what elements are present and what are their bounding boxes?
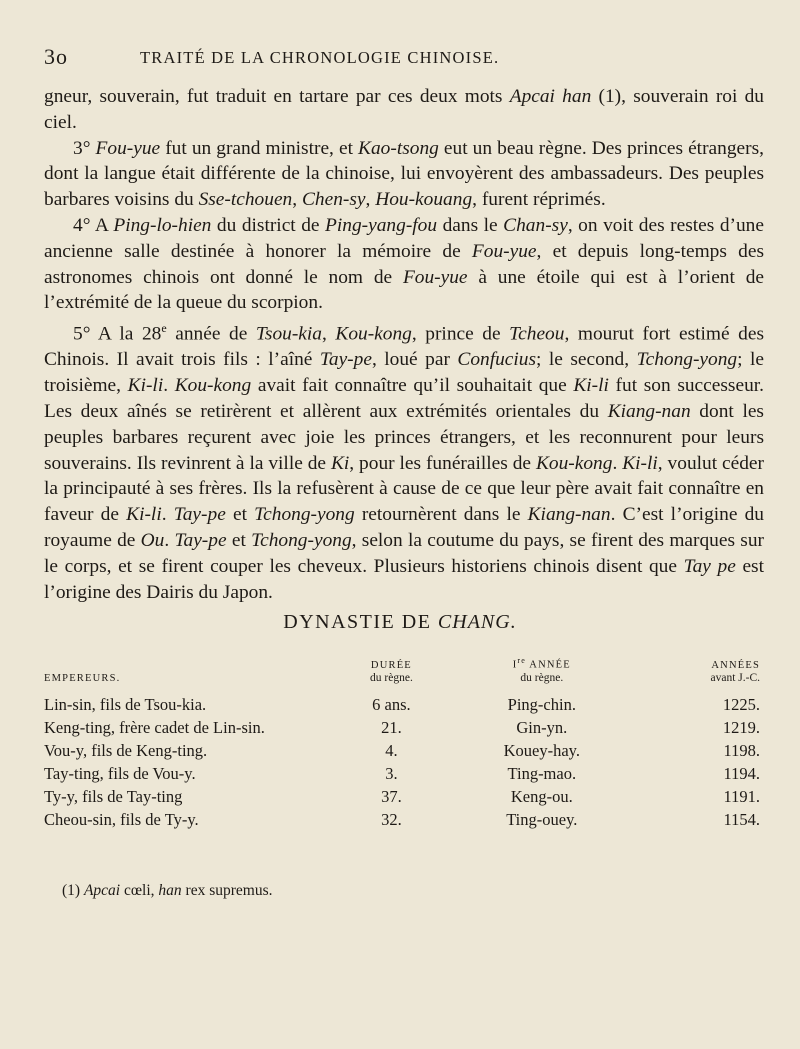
italic-term: Ki-li — [126, 504, 162, 526]
header-first-year: Ire ANNÉE du règne. — [512, 656, 571, 684]
table-row — [44, 693, 770, 716]
text-run: et — [225, 504, 255, 526]
table-row — [44, 808, 770, 831]
page-header — [44, 44, 764, 74]
italic-term: Tcheou — [509, 323, 565, 345]
first-year-cell: Kouey-hay. — [503, 740, 580, 760]
page-number: 3o — [44, 44, 68, 69]
years-bc-cell: 1154. — [723, 809, 760, 829]
italic-term: Hou-kouang — [375, 189, 473, 211]
text-run: du district de — [211, 214, 326, 236]
italic-term: Tchong-yong — [254, 504, 355, 526]
text-run: 3° — [73, 137, 96, 159]
text-run: . C’est l’origine du royaume de — [44, 504, 765, 552]
footnote-term-han: han — [158, 882, 182, 899]
italic-term: Tay-pe — [319, 349, 372, 371]
italic-term: Tsou-kia — [255, 323, 322, 345]
italic-term: Ping-yang-fou — [325, 214, 438, 236]
text-run: gneur, souverain, fut traduit en tartare par ces deux mots — [44, 86, 510, 107]
footnote-term-apcai: Apcai — [83, 882, 121, 899]
dynasty-label: DYNASTIE DE — [283, 611, 432, 633]
duration-cell: 21. — [381, 717, 402, 737]
dynasty-heading — [0, 611, 800, 634]
reign-table — [44, 654, 770, 831]
text-run: , on voit des restes d’une ancienne salle destinée à honorer la mémoire de — [44, 214, 764, 262]
footnote: (1) Apcai cœli, han rex supremus. — [62, 882, 273, 899]
paragraph — [44, 136, 764, 213]
italic-term: Sse-tchouen — [198, 189, 293, 211]
text-run: , voulut céder la principauté à ses frères. Ils la refusèrent à cause de ce que leur père avait fait connaître en faveur de — [44, 452, 764, 526]
text-run: ; le second, — [536, 349, 637, 371]
text-run: fut son successeur. Les deux aînés se retirèrent et allèrent aux extrémités orientales du — [44, 375, 765, 423]
italic-term: Apcai han — [509, 86, 592, 107]
italic-term: Kou-kong — [174, 375, 252, 397]
text-run: , loué par — [371, 349, 458, 371]
first-year-cell: Ting-ouey. — [506, 809, 578, 829]
text-run: dans le — [437, 214, 504, 236]
text-run: 5° A la 28 — [73, 323, 162, 345]
running-title: TRAITÉ DE LA CHRONOLOGIE CHINOISE. — [140, 48, 500, 67]
dynasty-name: CHANG. — [437, 611, 517, 633]
text-run: est l’origine des Dairis du Japon. — [44, 555, 764, 603]
text-run: , — [292, 189, 302, 211]
header-years-bc: ANNÉES avant J.-C. — [710, 659, 760, 684]
text-run: 4° A — [73, 214, 114, 236]
duration-cell: 4. — [385, 740, 398, 760]
text-run: , prince de — [411, 323, 510, 345]
italic-term: Kou-kong — [535, 452, 613, 474]
duration-cell: 32. — [381, 809, 402, 829]
text-run: ; le troisième, — [44, 349, 764, 397]
italic-term: Tchong-yong — [636, 349, 738, 371]
text-run: , — [365, 189, 376, 211]
italic-term: Ki — [330, 452, 350, 474]
table-row — [44, 739, 770, 762]
italic-term: Kou-kong — [335, 323, 412, 345]
emperor-cell: Keng-ting, frère cadet de Lin-sin. — [44, 717, 265, 737]
first-year-cell: Ping-chin. — [507, 694, 576, 714]
emperor-cell: Tay-ting, fils de Vou-y. — [44, 763, 196, 783]
header-emperors: EMPEREURS. — [44, 672, 121, 684]
text-run: retournèrent dans le — [354, 504, 528, 526]
first-year-cell: Gin-yn. — [516, 717, 568, 737]
years-bc-cell: 1194. — [723, 763, 760, 783]
italic-term: Ou — [140, 530, 165, 552]
body-text — [44, 84, 764, 605]
italic-term: Ki-li — [127, 375, 164, 397]
superscript: e — [161, 321, 167, 336]
text-run: . — [612, 452, 623, 474]
italic-term: Confucius — [457, 349, 537, 371]
text-run: , et depuis long-temps des astronomes chinois ont donné le nom de — [44, 240, 764, 288]
text-run: (1), souverain roi du ciel. — [44, 86, 764, 133]
italic-term: Tay-pe — [174, 530, 227, 552]
italic-term: Fou-yue — [402, 266, 468, 288]
header-duration: DURÉE du règne. — [370, 659, 413, 684]
first-year-cell: Keng-ou. — [510, 786, 573, 806]
duration-cell: 37. — [381, 786, 402, 806]
italic-term: Chan-sy — [503, 214, 568, 236]
text-run: , — [321, 323, 336, 345]
emperor-cell: Lin-sin, fils de Tsou-kia. — [44, 694, 207, 714]
italic-term: Ping-lo-hien — [113, 214, 212, 236]
emperor-cell: Cheou-sin, fils de Ty-y. — [44, 809, 199, 829]
text-run: , mourut fort estimé des Chinois. Il avait trois fils : l’aîné — [44, 323, 764, 371]
italic-term: Ki-li — [622, 452, 658, 474]
text-run: avait fait connaître qu’il souhaitait que — [251, 375, 574, 397]
duration-cell: 3. — [385, 763, 398, 783]
text-run: . — [161, 504, 174, 526]
italic-term: Tay pe — [683, 555, 736, 577]
text-run: à une étoile qui est à l’orient de l’extrémité de la queue du scorpion. — [44, 266, 764, 314]
text-run: année de — [166, 323, 256, 345]
table-row — [44, 785, 770, 808]
emperor-cell: Ty-y, fils de Tay-ting — [44, 786, 183, 806]
years-bc-cell: 1225. — [722, 694, 760, 714]
italic-term: Tay-pe — [173, 504, 226, 526]
italic-term: Fou-yue — [95, 137, 161, 159]
text-run: fut un grand ministre, et — [160, 137, 359, 159]
italic-term: Kiang-nan — [527, 504, 611, 526]
duration-cell: 6 ans. — [372, 694, 411, 714]
italic-term: Fou-yue — [471, 240, 537, 262]
paragraph — [44, 316, 764, 605]
table-header-row — [44, 654, 770, 693]
italic-term: Chen-sy — [301, 189, 366, 211]
italic-term: Kiang-nan — [607, 401, 691, 423]
paragraph — [44, 84, 764, 136]
first-year-cell: Ting-mao. — [507, 763, 577, 783]
italic-term: Tchong-yong — [251, 530, 352, 552]
emperor-cell: Vou-y, fils de Keng-ting. — [44, 740, 208, 760]
text-run: dont les peuples barbares reçurent avec joie les princes étrangers, et les reconnurent pour leurs souverains. Ils revinrent à la ville de — [44, 401, 764, 474]
years-bc-cell: 1198. — [723, 740, 760, 760]
text-run: , selon la coutume du pays, se firent des marques sur le corps, et se firent couper les cheveux. Plusieurs historiens chinois disent que — [44, 530, 764, 577]
years-bc-cell: 1191. — [723, 786, 760, 806]
text-run: et — [226, 530, 252, 552]
years-bc-cell: 1219. — [722, 717, 760, 737]
text-run: eut un beau règne. Des princes étrangers, dont la langue était différente de la chinoise, lui envoyèrent des ambassadeurs. Des peuples barbares voisins du — [44, 137, 764, 211]
paragraph — [44, 213, 764, 316]
table-row — [44, 762, 770, 785]
text-run: . — [164, 530, 175, 552]
text-run: . — [163, 375, 175, 397]
italic-term: Kao-tsong — [358, 137, 439, 159]
text-run: , pour les funérailles de — [349, 452, 536, 474]
table-row — [44, 716, 770, 739]
italic-term: Ki-li — [573, 375, 609, 397]
text-run: , furent réprimés. — [472, 189, 606, 211]
